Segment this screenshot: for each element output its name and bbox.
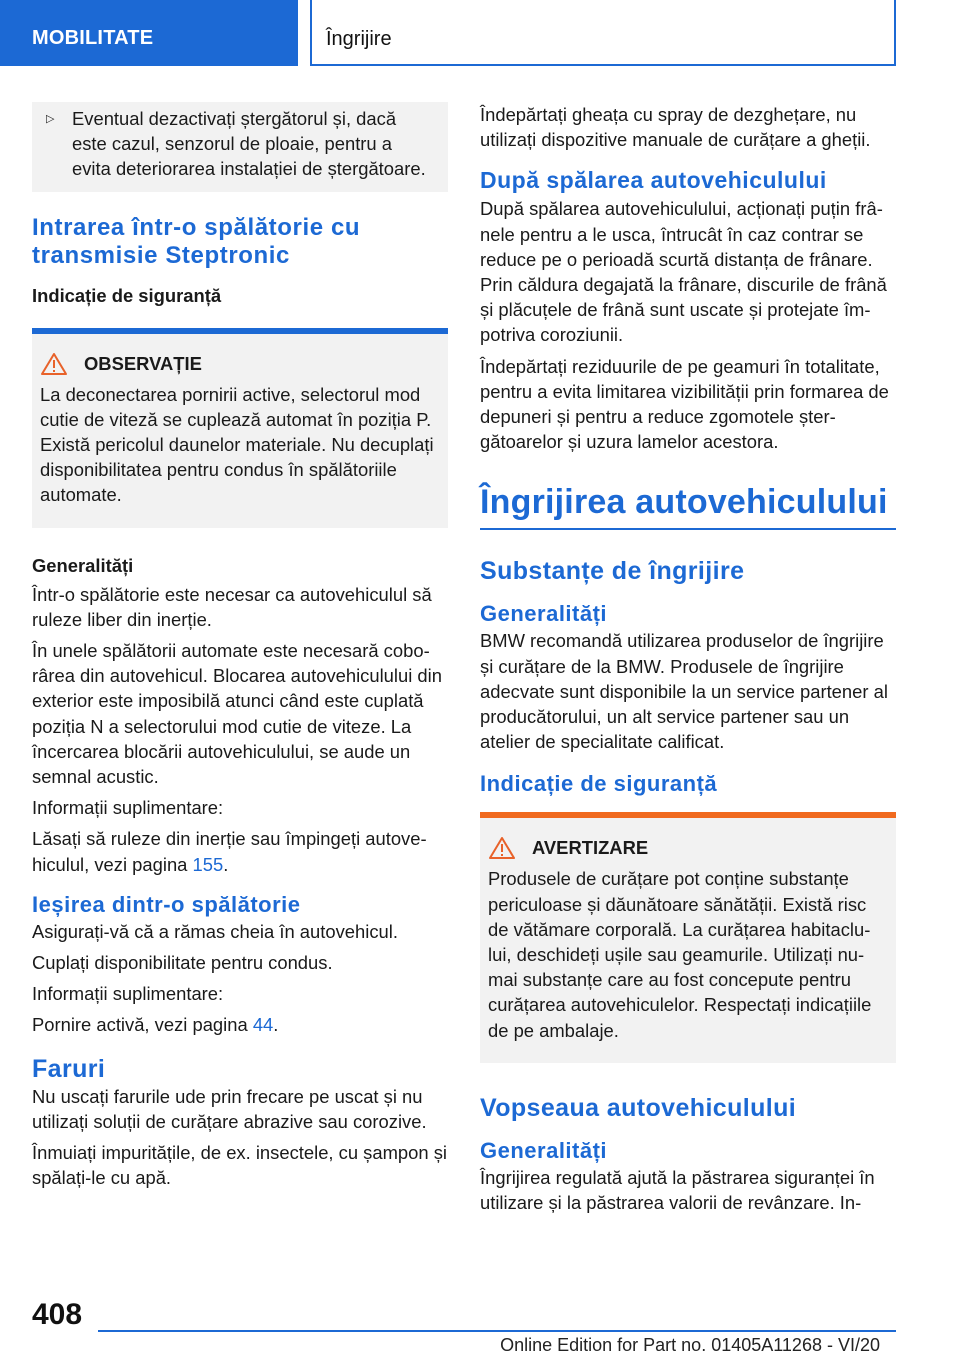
triangle-bullet-icon: ▷: [46, 113, 55, 125]
heading-safety: Indicație de siguranță: [480, 771, 718, 797]
left-column: [32, 102, 448, 1196]
footer-rule: [98, 1330, 896, 1332]
heading-care-products: Substanțe de îngrijire: [480, 557, 745, 586]
heading-steptronic: Intrarea într-o spălătorie cu transmisie Steptronic: [32, 213, 361, 269]
right-column: [480, 102, 896, 1221]
paragraph: Cuplați disponibilitate pentru condus.: [32, 952, 333, 974]
notice-text: La deconectarea pornirii active, selectorul mod cutie de viteză se cuplează automat în poziția P. Există pericolul daunelor materiale. Nu decuplați disponibilitatea pentru condus în spălătoriile automate.: [40, 383, 434, 506]
warning-box: [480, 812, 896, 1062]
heading-general: Generalități: [480, 601, 608, 627]
page-link[interactable]: 44: [252, 1014, 274, 1036]
bullet-text: Eventual dezactivați ștergătorul și, dacă este cazul, senzorul de ploaie, pentru a evita deteriorarea instalației de ștergătoare.: [72, 108, 426, 180]
notice-title: OBSERVAȚIE: [84, 352, 202, 374]
paragraph: Informații suplimentare:: [32, 983, 224, 1005]
bullet-note: [32, 102, 448, 192]
heading-paint: Vopseaua autovehiculului: [480, 1093, 797, 1122]
paragraph: Pornire activă, vezi pagina 44.: [32, 1014, 279, 1036]
paragraph: Înmuiați impuritățile, de ex. insectele, cu șampon și spălați-le cu apă.: [32, 1142, 448, 1189]
heading-after-wash: După spălarea autovehiculului: [480, 167, 827, 194]
warning-title: AVERTIZARE: [532, 837, 649, 859]
paragraph: Îndepărtați reziduurile de pe geamuri în totalitate, pentru a evita limitarea vizibilității prin formarea de depuneri și pentru a reduce zgomotele ștergătoarelor și uzura lamelor acestora.: [480, 355, 889, 453]
section-tab: MOBILITATE: [0, 0, 298, 66]
paragraph: Nu uscați farurile ude prin frecare pe uscat și nu utilizați soluții de curățare abrazive sau corozive.: [32, 1085, 427, 1132]
chapter-title: Îngrijire: [310, 0, 896, 66]
paragraph: Informații suplimentare:: [32, 797, 224, 819]
paragraph: În unele spălătorii automate este necesară coborârea din autovehicul. Blocarea autovehiculului din exterior este imposibilă atunci când este cuplată poziția N a selectorului mod cutie de viteze. La încercarea blocării autovehiculului, se aude un semnal acustic.: [32, 640, 442, 788]
heading-general: Generalități: [32, 554, 134, 576]
footer-edition: Online Edition for Part no. 01405A11268 - VI/20: [500, 1335, 880, 1355]
warning-text: Produsele de curățare pot conține substanțe periculoase și dăunătoare sănătății. Există risc de vătămare corporală. La curățarea habitaclului, deschideți ușile sau geamurile. Utilizați numai substanțe care au fost concepute pentru curățarea autovehiculelor. Respectați indicațiile de pe ambalaje.: [488, 868, 872, 1041]
page-link[interactable]: 155: [192, 853, 224, 875]
chapter-heading-block: [480, 482, 896, 530]
paragraph: Într-o spălătorie este necesar ca autovehiculul să ruleze liber din inerție.: [32, 583, 432, 630]
heading-vehicle-care: Îngrijirea autovehiculului: [480, 483, 888, 522]
heading-general: Generalități: [480, 1137, 608, 1163]
heading-rule: [480, 528, 896, 530]
heading-headlights: Faruri: [32, 1054, 106, 1083]
paragraph: Asigurați-vă că a rămas cheia în autovehicul.: [32, 920, 398, 942]
heading-exit-wash: Ieșirea dintr-o spălătorie: [32, 891, 301, 917]
page-number: 408: [32, 1298, 83, 1331]
paragraph: Îndepărtați gheața cu spray de dezghețare, nu utilizați dispozitive manuale de curățare a gheții.: [480, 104, 871, 151]
heading-safety-note: Indicație de siguranță: [32, 284, 222, 306]
notice-box: [32, 328, 448, 528]
paragraph: După spălarea autovehiculului, acționați puțin frânele pentru a le usca, întrucât în caz contrar se reduce pe o perioadă scurtă distanța de frânare. Prin căldura degajată la frânare, discurile de frână și plăcuțele de frână sunt uscate și protejate împotriva coroziunii.: [480, 198, 887, 346]
warning-triangle-icon: [488, 836, 520, 860]
paragraph: Lăsați să ruleze din inerție sau împingeți autovehiculul, vezi pagina 155.: [32, 828, 427, 875]
paragraph: Îngrijirea regulată ajută la păstrarea siguranței în utilizare și la păstrarea valorii de revânzare. In-: [480, 1166, 875, 1214]
warning-triangle-icon: [40, 352, 72, 376]
paragraph: BMW recomandă utilizarea produselor de îngrijire și curățare de la BMW. Produsele de îngrijire adecvate sunt disponibile la un service partener al producătorului, un alt service partener sau un atelier de specialitate calificat.: [480, 630, 888, 753]
